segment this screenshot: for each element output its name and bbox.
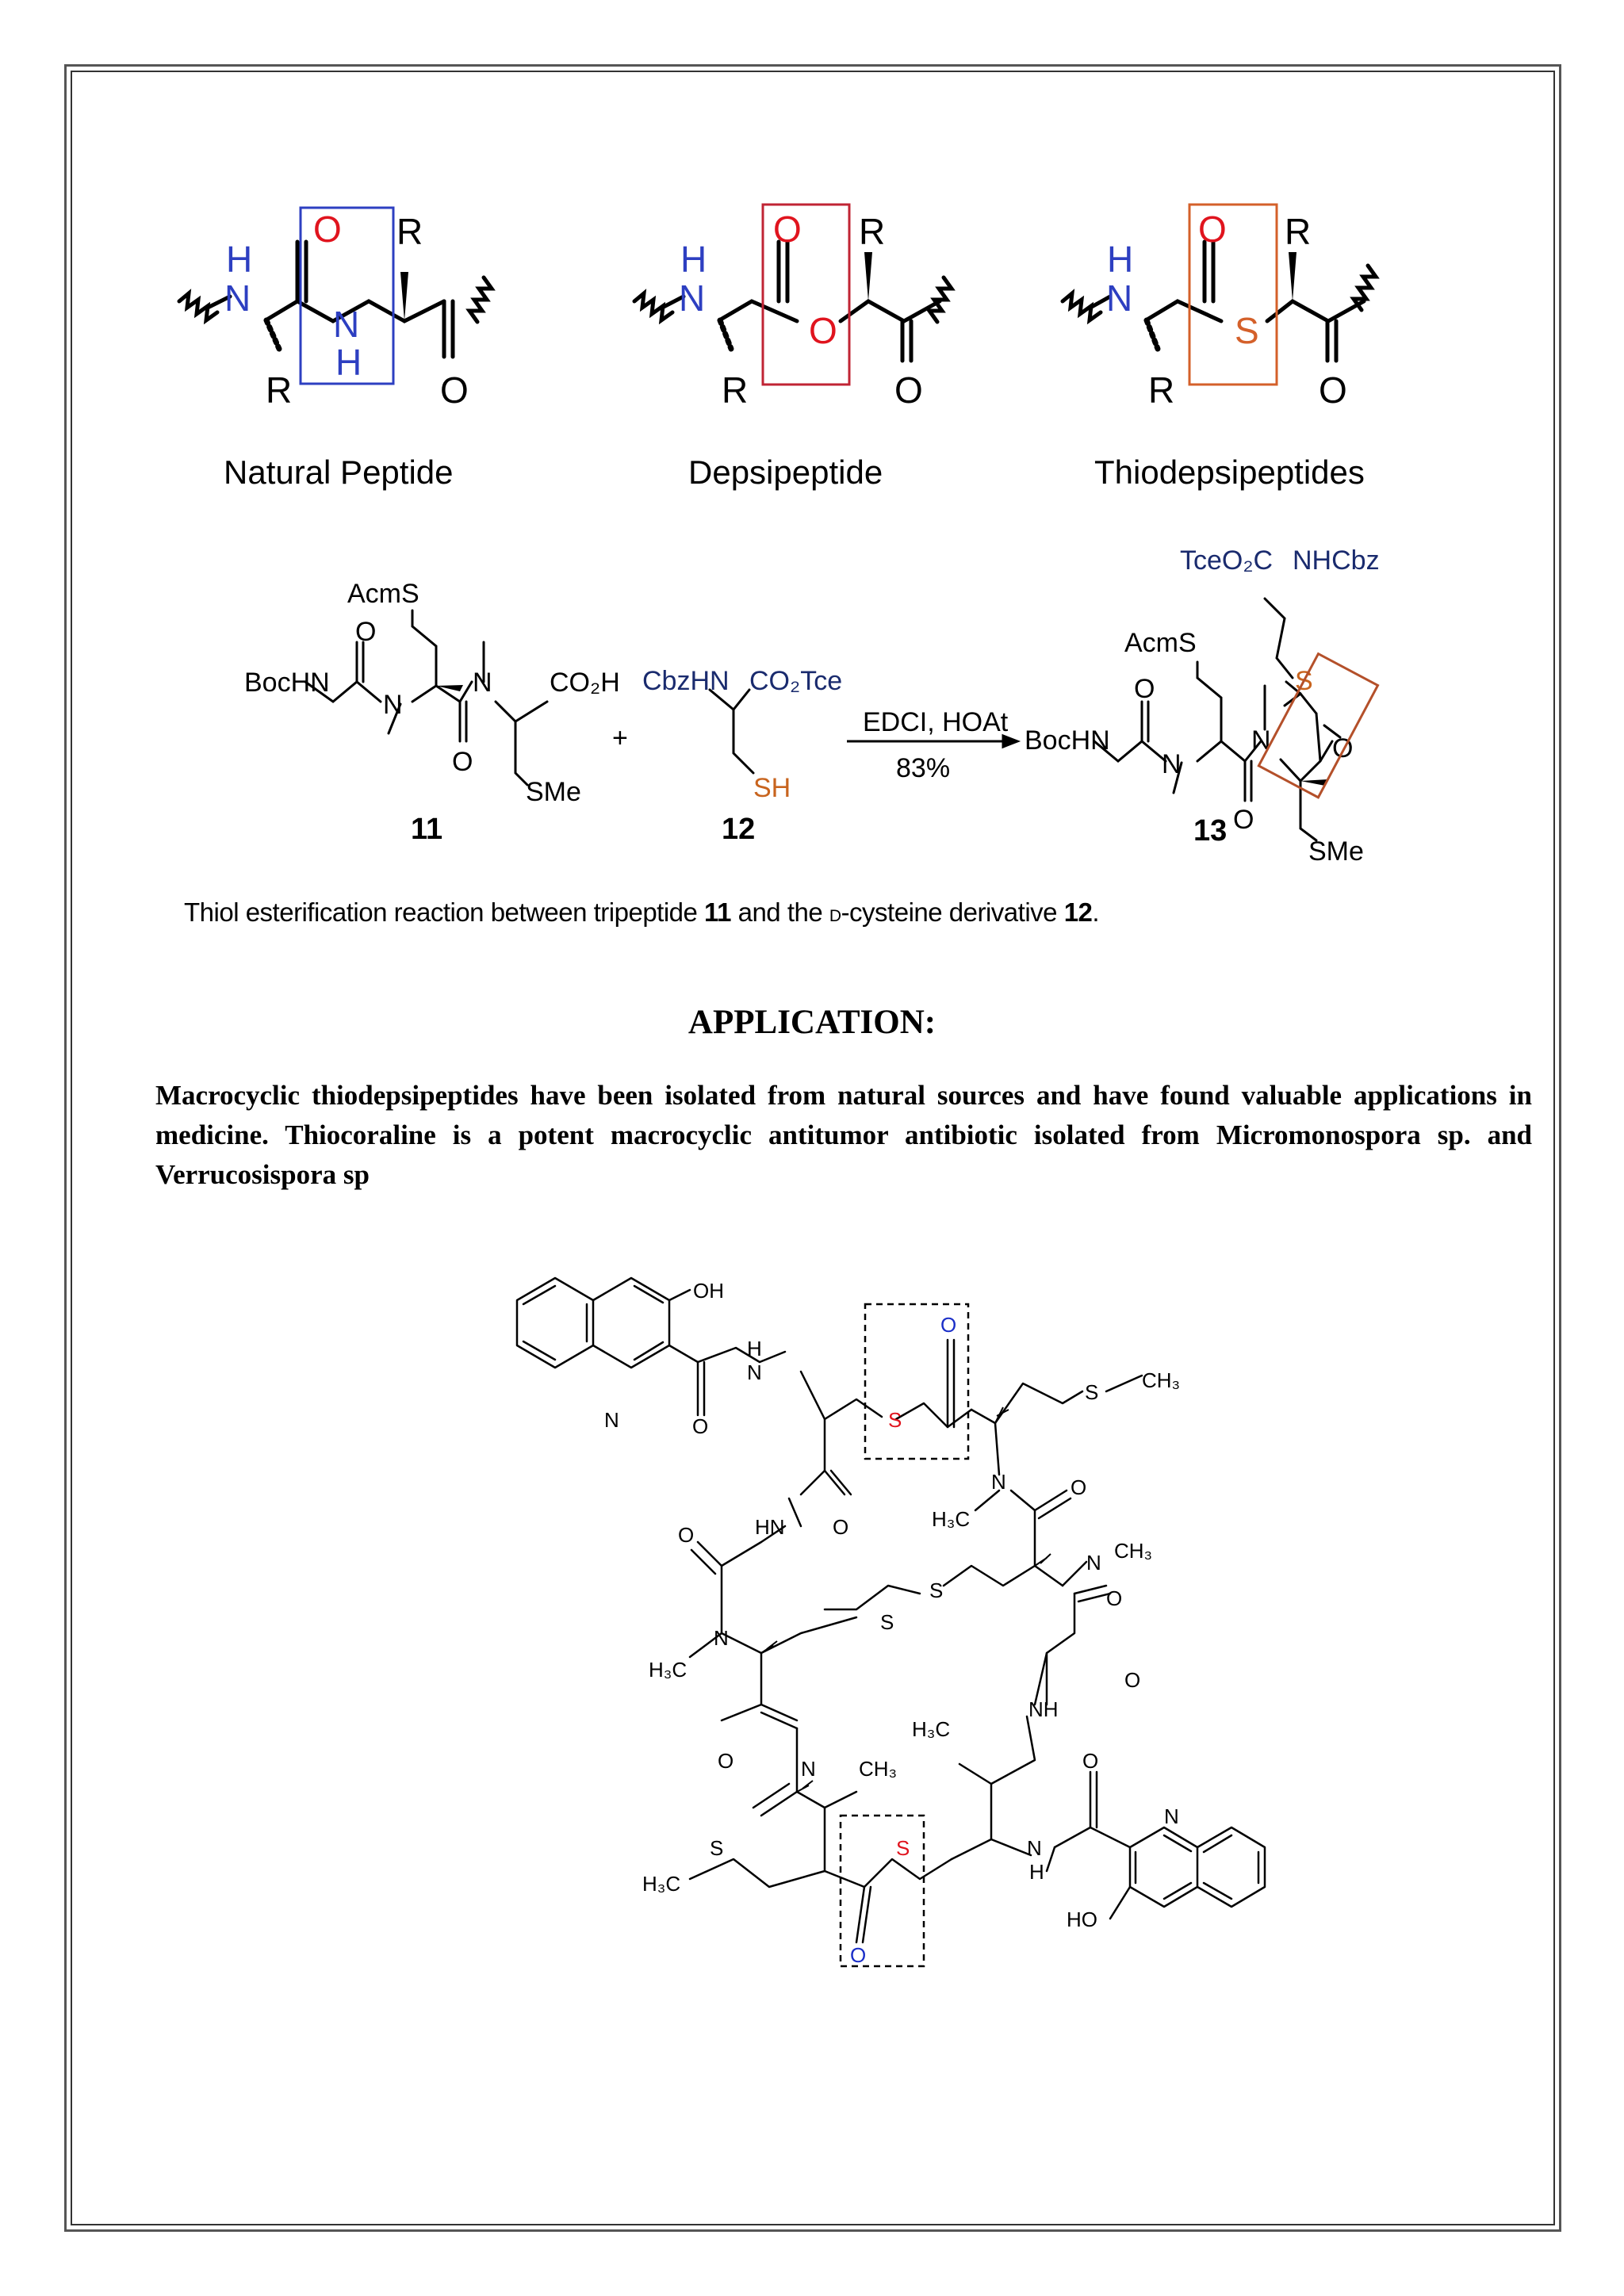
c12-co2tce: CO₂Tce xyxy=(749,666,843,696)
c13-sme: SMe xyxy=(1308,836,1364,867)
h-nh-bottom: H xyxy=(1029,1860,1044,1884)
atom-h-amide: H xyxy=(335,342,362,383)
o-amide-top: O xyxy=(692,1414,709,1438)
atom-n: N xyxy=(224,277,251,319)
c13-s: S xyxy=(1295,666,1313,696)
ho-bottom: HO xyxy=(1067,1908,1097,1931)
c11-sme: SMe xyxy=(526,777,581,807)
atom-r-bottom: R xyxy=(266,369,293,411)
c13-n2: N xyxy=(1251,725,1271,756)
h3c-bottom: H₃C xyxy=(642,1872,681,1896)
atom-h: H xyxy=(226,239,253,280)
h3c-3: H₃C xyxy=(649,1658,688,1682)
s-thioester-bottom: S xyxy=(896,1836,910,1860)
n-quinoline-bottom: N xyxy=(1164,1804,1179,1828)
atom-o-carbonyl: O xyxy=(773,209,802,250)
atom-r-bottom: R xyxy=(1148,369,1175,411)
ch3-4: CH₃ xyxy=(859,1757,898,1781)
s-disulfide-2: S xyxy=(880,1610,894,1634)
hn-left: HN xyxy=(755,1515,785,1539)
c11-acms: AcmS xyxy=(347,579,419,609)
o-amide-5: O xyxy=(718,1749,734,1773)
panel-label-thiodepsipeptides: Thiodepsipeptides xyxy=(1094,453,1365,491)
n-nh-bottom: N xyxy=(1027,1836,1042,1860)
s-thioester-top: S xyxy=(888,1408,902,1432)
c11-bochn: BocHN xyxy=(244,668,330,698)
c11-o-bottom: O xyxy=(452,747,473,777)
n-methyl-3: N xyxy=(714,1626,729,1650)
atom-o-bottom: O xyxy=(440,369,469,411)
compound-number-11: 11 xyxy=(411,813,443,846)
s-thioether-top: S xyxy=(1085,1380,1099,1404)
oh-top: OH xyxy=(693,1279,724,1303)
atom-o-carbonyl: O xyxy=(1198,209,1227,250)
c11-o-top: O xyxy=(355,617,377,647)
atom-r-top: R xyxy=(859,211,886,252)
h-nh-top: H xyxy=(747,1337,762,1360)
compound-number-12: 12 xyxy=(722,813,756,846)
c13-bochn: BocHN xyxy=(1025,725,1110,756)
atom-r-bottom: R xyxy=(722,369,749,411)
atom-s-thioester: S xyxy=(1235,310,1259,351)
ch3-top: CH₃ xyxy=(1142,1368,1181,1392)
o-amide-far-left: O xyxy=(678,1523,695,1547)
c12-sh: SH xyxy=(753,773,791,803)
atom-o-ester: O xyxy=(809,310,837,351)
panel-label-natural-peptide: Natural Peptide xyxy=(224,453,454,491)
o-amide-2: O xyxy=(1071,1475,1087,1499)
panel-label-depsipeptide: Depsipeptide xyxy=(688,453,883,491)
c13-acms: AcmS xyxy=(1124,628,1197,658)
c13-o-bottom: O xyxy=(1233,805,1254,835)
atom-o-carbonyl: O xyxy=(313,209,342,250)
n-methyl-4: N xyxy=(801,1757,816,1781)
atom-n-amide: N xyxy=(333,304,360,345)
c11-n2: N xyxy=(473,668,492,698)
h3c-1: H₃C xyxy=(932,1507,971,1531)
c12-cbzhn: CbzHN xyxy=(642,666,730,696)
c13-nhcbz: NHCbz xyxy=(1293,545,1380,576)
n-quinoline-top: N xyxy=(604,1408,619,1432)
c13-o-thioester: O xyxy=(1332,733,1354,763)
atom-n: N xyxy=(1106,277,1133,319)
c11-co2h: CO₂H xyxy=(550,668,620,698)
plus-sign: + xyxy=(612,723,628,753)
s-disulfide-1: S xyxy=(929,1578,944,1602)
o-thioester-top: O xyxy=(940,1313,957,1337)
atom-r-top: R xyxy=(1285,211,1312,252)
c11-n1: N xyxy=(383,690,403,720)
ch3-2: CH₃ xyxy=(1114,1539,1153,1563)
o-amide-right: O xyxy=(1124,1668,1141,1692)
application-heading: APPLICATION: xyxy=(688,1004,936,1041)
atom-r-top: R xyxy=(396,211,423,252)
c13-n1: N xyxy=(1162,749,1182,779)
h3c-4: H₃C xyxy=(912,1717,951,1741)
atom-o-bottom: O xyxy=(894,369,923,411)
n-nh-top: N xyxy=(747,1360,762,1384)
o-thioester-bottom: O xyxy=(850,1943,867,1967)
arrow-reagents: EDCI, HOAt xyxy=(863,707,1009,737)
s-thioether-bottom: S xyxy=(710,1836,724,1860)
c13-o-top: O xyxy=(1134,674,1155,704)
atom-n: N xyxy=(679,277,706,319)
o-amide-bottom: O xyxy=(1082,1749,1099,1773)
atom-h: H xyxy=(1107,239,1134,280)
atom-h: H xyxy=(680,239,707,280)
c13-tceo2c: TceO₂C xyxy=(1180,545,1274,576)
application-paragraph: Macrocyclic thiodepsipeptides have been isolated from natural sources and have found valuable applications in medicine. Thiocoraline is a potent macrocyclic antitumor antibiotic isolated from Micromonospora sp. and Verrucosispora sp xyxy=(155,1080,1532,1190)
nh-right: NH xyxy=(1028,1697,1059,1721)
atom-o-bottom: O xyxy=(1319,369,1347,411)
compound-number-13: 13 xyxy=(1193,814,1228,848)
scheme-caption: Thiol esterification reaction between tripeptide 11 and the d-cysteine derivative 12. xyxy=(184,897,1100,927)
n-methyl-2: N xyxy=(1086,1551,1101,1575)
o-amide-left: O xyxy=(833,1515,849,1539)
n-methyl-1: N xyxy=(991,1470,1006,1494)
arrow-yield: 83% xyxy=(896,753,951,783)
o-amide-3: O xyxy=(1106,1586,1123,1610)
